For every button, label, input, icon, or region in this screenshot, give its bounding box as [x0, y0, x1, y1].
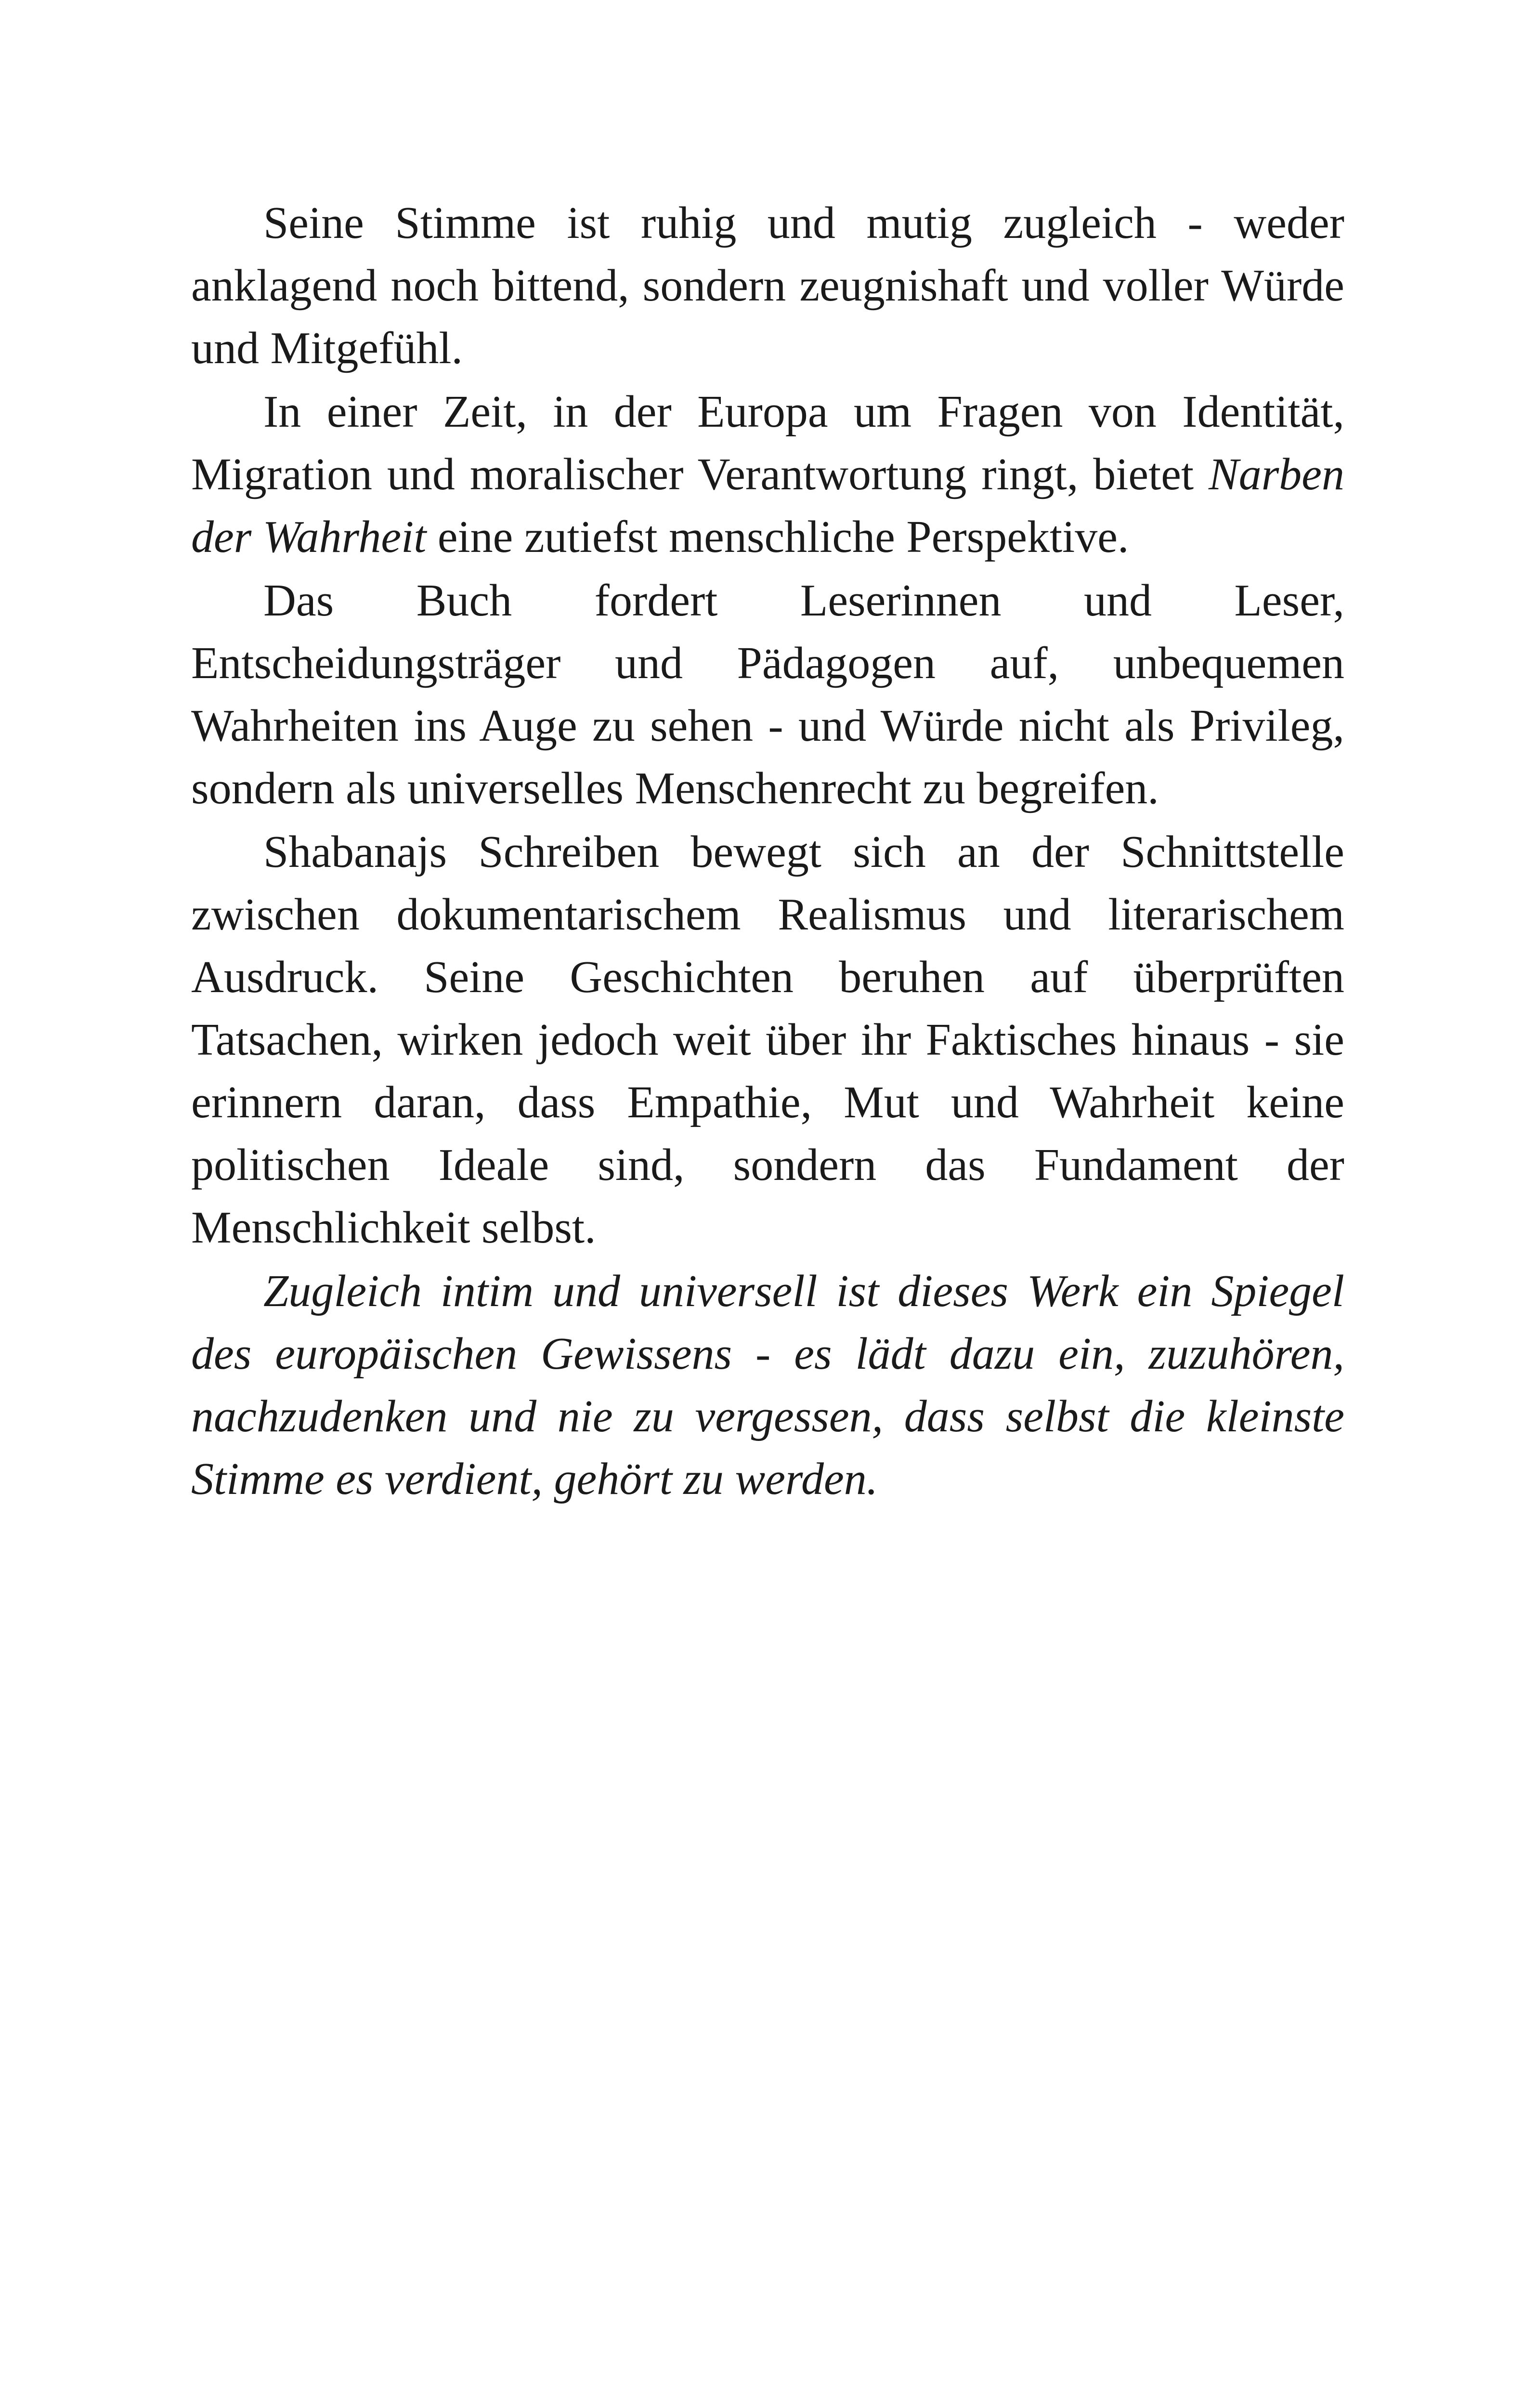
paragraph-3 — [191, 569, 1344, 820]
book-title-italic: Narben der Wahrheit — [191, 449, 1344, 562]
body-text — [191, 192, 1344, 1510]
paragraph-1 — [191, 192, 1344, 380]
paragraph-4-text: Shabanajs Schreiben bewegt sich an der Schnittstelle zwischen dokumentarischem Realismus und literarischem Ausdruck. Seine Geschichten beruhen auf überprüften Tatsachen, wirken jedoch weit über ihr Faktisches hinaus - sie erinnern daran, dass Empathie, Mut und Wahrheit keine politischen Ideale sind, sondern das Fundament der Menschlichkeit selbst. — [191, 827, 1344, 1253]
paragraph-4 — [191, 821, 1344, 1259]
paragraph-1-text: Seine Stimme ist ruhig und mutig zugleich - weder anklagend noch bittend, sondern zeugnishaft und voller Würde und Mitgefühl. — [191, 198, 1344, 373]
paragraph-2-text-b: eine zutiefst menschliche Perspektive. — [426, 512, 1129, 562]
paragraph-5-text: Zugleich intim und universell ist dieses Werk ein Spiegel des europäischen Gewissens - es lädt dazu ein, zuzuhören, nachzudenken und nie zu vergessen, dass selbst die kleinste Stimme es verdient, gehört zu werden. — [191, 1266, 1344, 1504]
paragraph-3-text: Das Buch fordert Leserinnen und Leser, Entscheidungsträger und Pädagogen auf, unbequemen Wahrheiten ins Auge zu sehen - und Würde nicht als Privileg, sondern als universelles Menschenrecht zu begreifen. — [191, 576, 1344, 813]
paragraph-2-text-a: In einer Zeit, in der Europa um Fragen von Identität, Migration und moralischer Verantwortung ringt, bietet — [191, 387, 1344, 499]
paragraph-2 — [191, 380, 1344, 568]
paragraph-5-italic — [191, 1260, 1344, 1510]
